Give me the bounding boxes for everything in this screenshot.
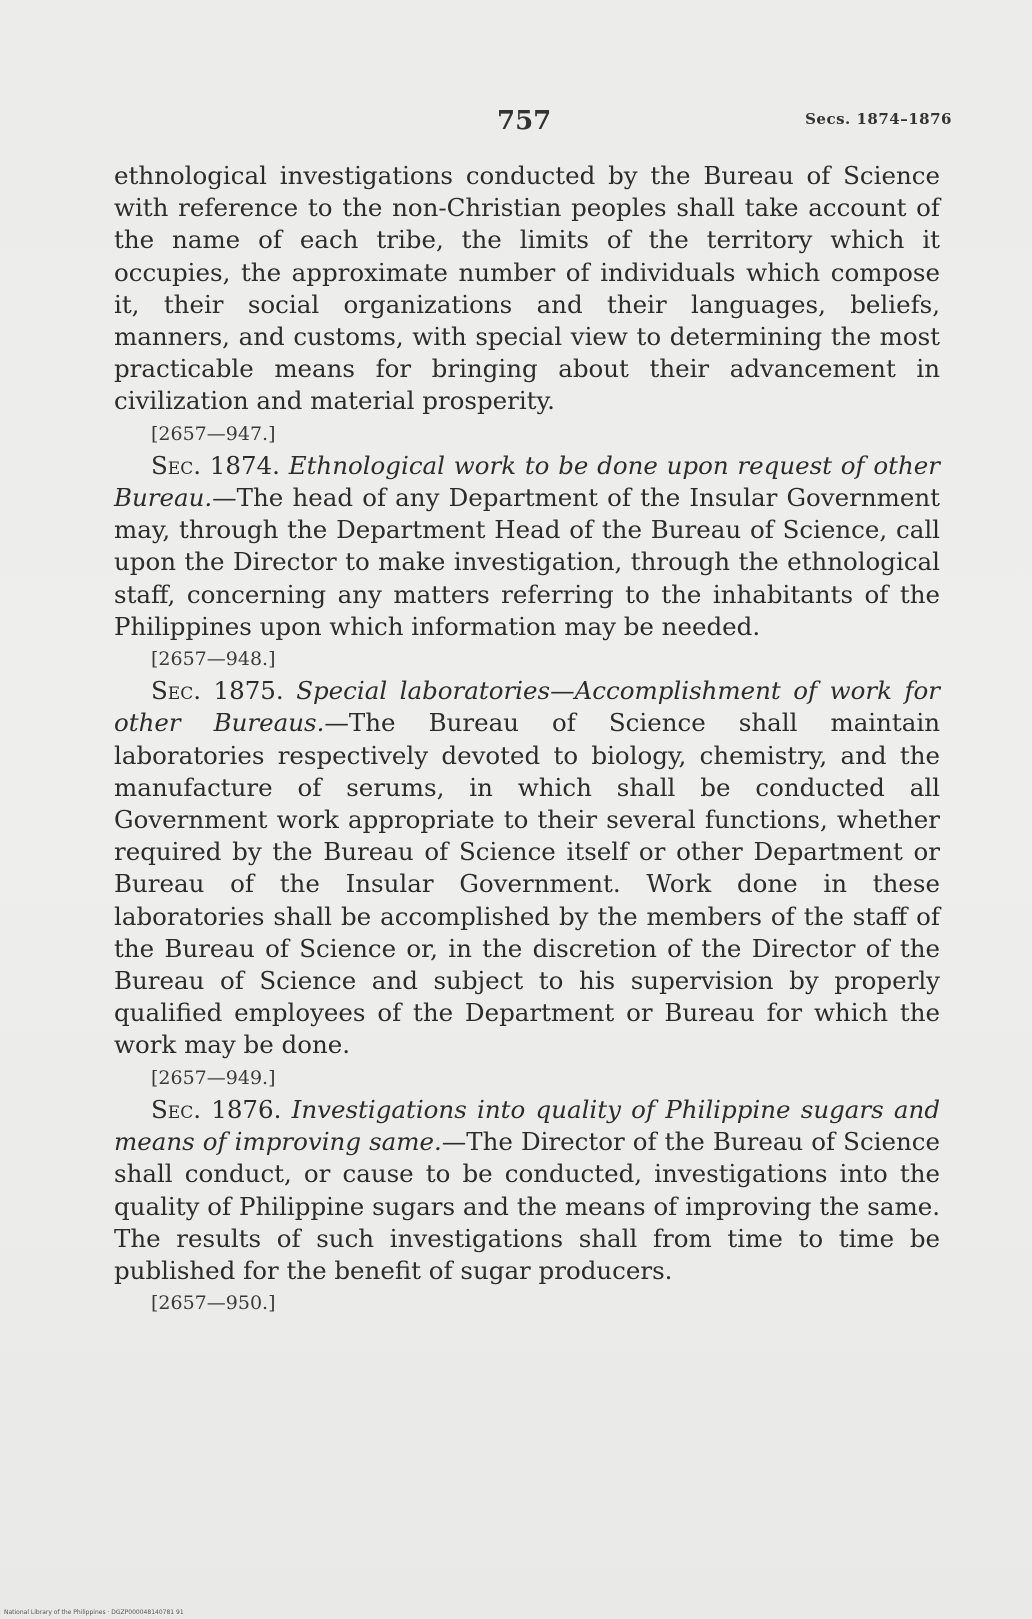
citation: [2657—950.] <box>151 1292 276 1315</box>
section-title: Ethnological work to be done upon request of other Bureau. <box>114 450 940 513</box>
section-text: —The Bureau of Science shall maintain laboratories respectively devoted to biology, chemistry, and the manufacture of serums, in which shall be conducted all Government work appropriate to their several functions, whether required by the Bureau of Science itself or other Department or Bureau of the Insular Government. Work done in these laboratories shall be accomplished by the members of the staff of the Bureau of Science or, in the discretion of the Director of the Bureau of Science and subject to his supervision by properly qualified employees of the Department or Bureau for which the work may be done. <box>114 708 940 1060</box>
section-text: —The head of any Department of the Insular Government may, through the Department Head of the Bureau of Science, call upon the Director to make investigation, through the ethnological staff, concerning any matters referring to the inhabitants of the Philippines upon which information may be needed. <box>114 483 940 641</box>
running-head: Secs. 1874–1876 <box>805 110 952 128</box>
section-label: Sec. 1875. <box>151 676 284 706</box>
section-label: Sec. 1874. <box>151 450 280 480</box>
section-1875 <box>114 675 940 1061</box>
page-header <box>0 106 1032 136</box>
section-1874 <box>114 450 940 643</box>
body-text <box>114 160 940 1319</box>
continuation-paragraph: ethnological investigations conducted by the Bureau of Science with reference to the non-Christian peoples shall take account of the name of each tribe, the limits of the territory which it occupies, the approximate number of individuals which compose it, their social organizations and their languages, beliefs, manners, and customs, with special view to determining the most practicable means for bringing about their advancement in civilization and material prosperity. <box>114 161 940 416</box>
citation: [2657—947.] <box>151 422 276 445</box>
page-number: 757 <box>497 106 552 136</box>
section-title: Investigations into quality of Philippine sugars and means of improving same. <box>114 1094 940 1157</box>
section-title: Special laboratories—Accomplishment of work for other Bureaus. <box>114 676 940 738</box>
section-label: Sec. 1876. <box>151 1094 282 1124</box>
citation: [2657—949.] <box>151 1066 276 1089</box>
citation: [2657—948.] <box>151 648 276 671</box>
section-1876 <box>114 1094 940 1287</box>
section-text: —The Director of the Bureau of Science shall conduct, or cause to be conducted, investigations into the quality of Philippine sugars and the means of improving the same. The results of such investigations shall from time to time be published for the benefit of sugar producers. <box>114 1127 940 1285</box>
library-credit: National Library of the Philippines · DGZP000048140781 91 <box>4 1609 184 1616</box>
